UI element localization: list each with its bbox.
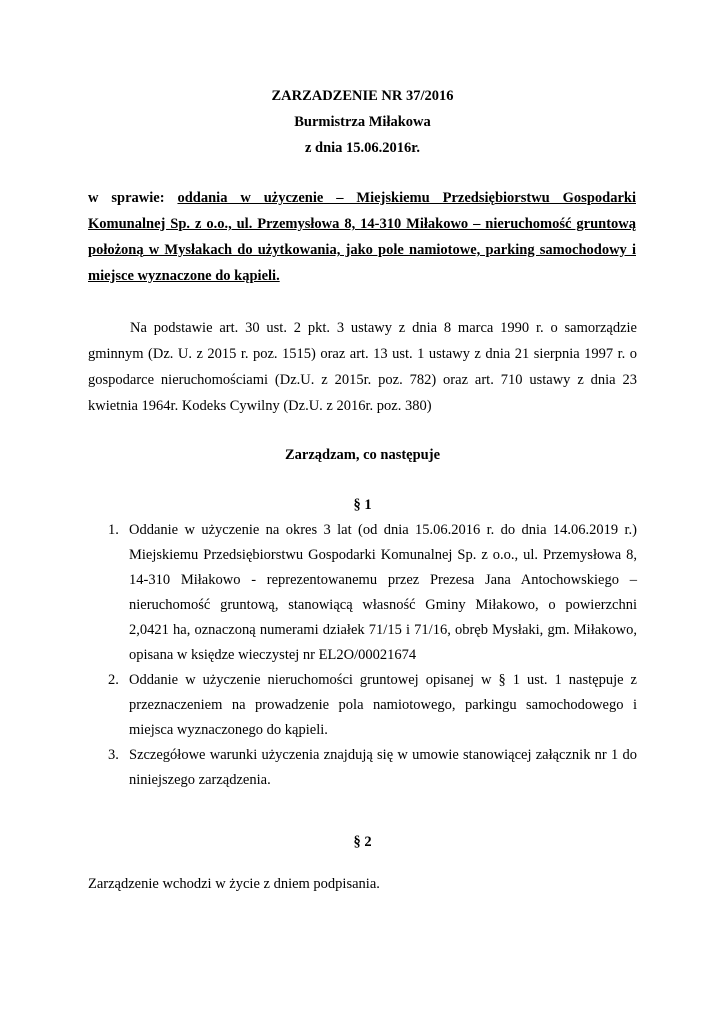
list-item-number: 1. — [108, 522, 119, 538]
section-1-heading: § 1 — [353, 497, 372, 513]
section-1-list — [108, 518, 637, 793]
document-title: ZARZADZENIE NR 37/2016 — [271, 88, 454, 104]
list-item-text: Oddanie w użyczenie na okres 3 lat (od dnia 15.06.2016 r. do dnia 14.06.2019 r.) Miejskiemu Przedsiębiorstwu Gospodarki Komunalnej Sp. z o.o., ul. Przemysłowa 8, 14-310 Miłakowo - reprezentowanemu przez Prezesa Jana Antochowskiego – nieruchomość gruntową, stanowiącą własność Gminy Miłakowo, o powierzchni 2,0421 ha, oznaczoną numerami działek 71/15 i 71/16, obręb Mysłaki, gm. Miłakowo, opisana w księdze wieczystej nr EL2O/00021674 — [129, 522, 637, 663]
list-item-text: Szczegółowe warunki użyczenia znajdują się w umowie stanowiącej załącznik nr 1 do niniejszego zarządzenia. — [129, 747, 637, 788]
list-item-number: 2. — [108, 672, 119, 688]
list-item — [108, 743, 637, 793]
subject-prefix: w sprawie: — [88, 190, 165, 206]
legal-basis-paragraph — [88, 315, 637, 419]
legal-basis-text: Na podstawie art. 30 ust. 2 pkt. 3 ustawy z dnia 8 marca 1990 r. o samorządzie gminnym (Dz. U. z 2015 r. poz. 1515) oraz art. 13 ust. 1 ustawy z dnia 21 sierpnia 1997 r. o gospodarce nieruchomościami (Dz.U. z 2015r. poz. 782) oraz art. 710 ustawy z dnia 23 kwietnia 1964r. Kodeks Cywilny (Dz.U. z 2016r. poz. 380) — [88, 320, 637, 414]
list-item-text: Oddanie w użyczenie nieruchomości gruntowej opisanej w § 1 ust. 1 następuje z przeznaczeniem na prowadzenie pola namiotowego, parkingu samochodowego i miejsca wyznaczonego do kąpieli. — [129, 672, 637, 738]
subject-text: oddania w użyczenie – Miejskiemu Przedsiębiorstwu Gospodarki Komunalnej Sp. z o.o., ul. Przemysłowa 8, 14-310 Miłakowo – nieruchomość gruntową położoną w Mysłakach do użytkowania, jako pole namiotowe, parking samochodowy i miejsce wyznaczone do kąpieli. — [88, 190, 636, 284]
list-item — [108, 668, 637, 743]
section-2-heading: § 2 — [353, 834, 372, 850]
section-2-text: Zarządzenie wchodzi w życie z dniem podpisania. — [88, 876, 380, 892]
list-item-number: 3. — [108, 747, 119, 763]
document-issuer: Burmistrza Miłakowa — [294, 114, 431, 130]
list-item — [108, 518, 637, 668]
ordering-heading: Zarządzam, co następuje — [284, 447, 441, 463]
subject-paragraph — [88, 185, 636, 289]
document-date: z dnia 15.06.2016r. — [304, 140, 421, 156]
